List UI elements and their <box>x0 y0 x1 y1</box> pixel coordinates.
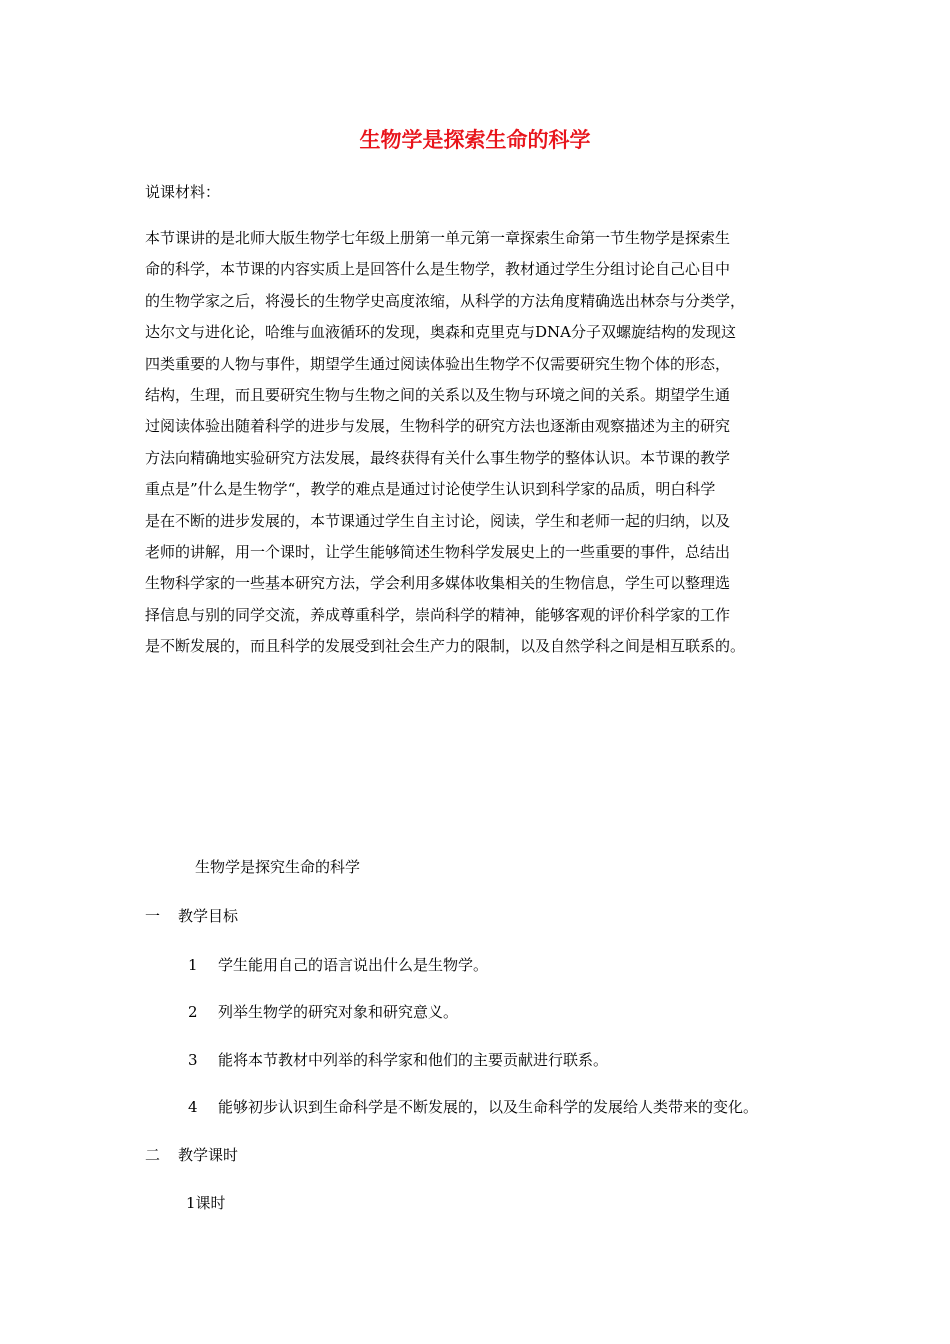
section-teaching-hours-heading <box>145 1144 238 1165</box>
paragraph-line: 生物科学家的一些基本研究方法，学会利用多媒体收集相关的生物信息，学生可以整理选 <box>145 574 731 593</box>
section-heading: 教学课时 <box>178 1146 239 1164</box>
goal-item <box>188 1096 758 1117</box>
section-number: 二 <box>145 1146 161 1164</box>
goal-text: 列举生物学的研究对象和研究意义。 <box>218 1003 459 1021</box>
goal-item <box>188 1049 608 1070</box>
teaching-hours-value: 1课时 <box>186 1194 226 1212</box>
paragraph-line: 老师的讲解，用一个课时，让学生能够简述生物科学发展史上的一些重要的事件，总结出 <box>145 543 731 562</box>
goal-text: 能将本节教材中列举的科学家和他们的主要贡献进行联系。 <box>218 1051 609 1069</box>
goal-item <box>188 1001 458 1022</box>
paragraph-line: 择信息与别的同学交流，养成尊重科学，崇尚科学的精神，能够客观的评价科学家的工作 <box>145 605 731 624</box>
goal-number: 2 <box>188 1003 198 1021</box>
paragraph-line: 方法向精确地实验研究方法发展，最终获得有关什么事生物学的整体认识。本节课的教学 <box>145 448 731 467</box>
paragraph-line: 命的科学，本节课的内容实质上是回答什么是生物学，教材通过学生分组讨论自己心目中 <box>145 260 731 279</box>
goal-number: 4 <box>188 1098 198 1116</box>
paragraph-line: 四类重要的人物与事件，期望学生通过阅读体验出生物学不仅需要研究生物个体的形态， <box>145 354 731 373</box>
lesson-description-paragraph <box>145 223 815 663</box>
paragraph-line: 达尔文与进化论，哈维与血液循环的发现，奥森和克里克与DNA分子双螺旋结构的发现这 <box>145 323 736 342</box>
paragraph-line: 结构，生理，而且要研究生物与生物之间的关系以及生物与环境之间的关系。期望学生通 <box>145 386 731 405</box>
material-label: 说课材料： <box>145 183 221 201</box>
goal-text: 学生能用自己的语言说出什么是生物学。 <box>218 956 489 974</box>
paragraph-line: 本节课讲的是北师大版生物学七年级上册第一单元第一章探索生命第一节生物学是探索生 <box>145 229 731 247</box>
section-heading: 教学目标 <box>178 907 239 925</box>
paragraph-line: 过阅读体验出随着科学的进步与发展，生物科学的研究方法也逐渐由观察描述为主的研究 <box>145 417 731 436</box>
paragraph-line: 的生物学家之后，将漫长的生物学史高度浓缩，从科学的方法角度精确选出林奈与分类学， <box>145 291 746 310</box>
goal-number: 3 <box>188 1051 198 1069</box>
goal-number: 1 <box>188 956 198 974</box>
paragraph-line: 重点是”什么是生物学“，教学的难点是通过讨论使学生认识到科学家的品质，明白科学 <box>145 480 716 499</box>
paragraph-line: 是不断发展的，而且科学的发展受到社会生产力的限制，以及自然学科之间是相互联系的。 <box>145 637 746 656</box>
lesson-subtitle: 生物学是探究生命的科学 <box>195 858 361 876</box>
section-number: 一 <box>145 907 161 925</box>
section-teaching-goals-heading <box>145 905 238 926</box>
paragraph-line: 是在不断的进步发展的，本节课通过学生自主讨论，阅读，学生和老师一起的归纳，以及 <box>145 511 731 530</box>
goal-text: 能够初步认识到生命科学是不断发展的，以及生命科学的发展给人类带来的变化。 <box>218 1098 759 1116</box>
document-title: 生物学是探索生命的科学 <box>359 128 591 152</box>
goal-item <box>188 954 488 975</box>
